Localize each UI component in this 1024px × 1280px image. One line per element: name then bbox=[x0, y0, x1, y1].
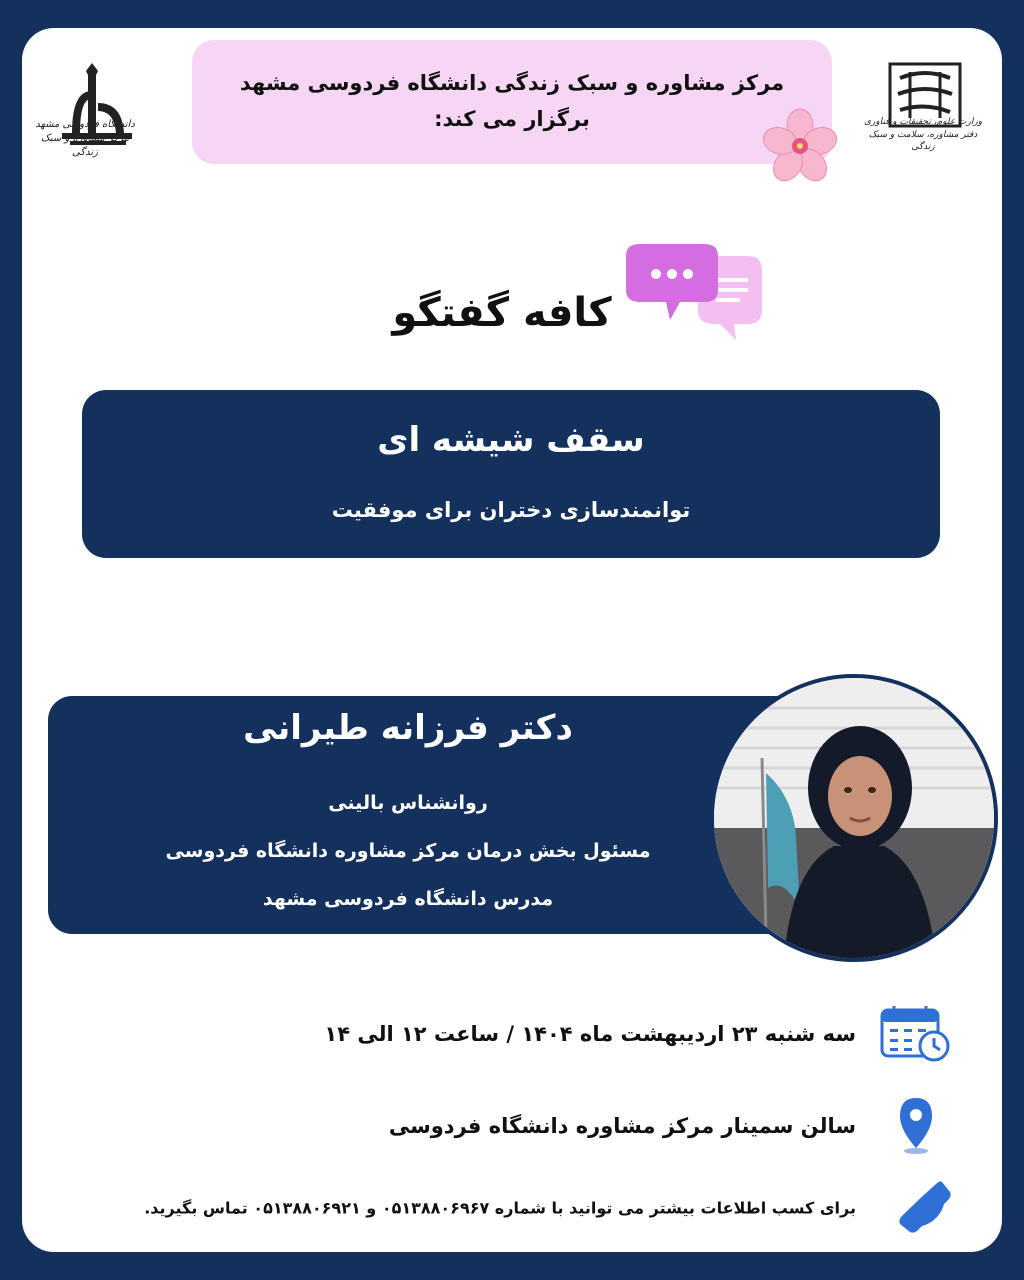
right-logo-caption-line2: دفتر مشاوره، سلامت و سبک زندگی bbox=[868, 129, 978, 153]
chat-bubbles-icon bbox=[620, 238, 770, 348]
left-logo-caption-line2: مرکز مشاوره و سبک زندگی bbox=[40, 133, 130, 158]
poster-card bbox=[22, 28, 1002, 1252]
date-row bbox=[102, 1004, 1002, 1064]
topic-box bbox=[82, 390, 940, 558]
event-date: سه شنبه ۲۳ اردیبهشت ماه ۱۴۰۴ / ساعت ۱۲ الی ۱۴ bbox=[324, 1022, 856, 1046]
event-title: کافه گفتگو bbox=[392, 290, 612, 336]
topic-subtitle: توانمندسازی دختران برای موفقیت bbox=[331, 498, 691, 522]
right-logo-caption bbox=[858, 116, 988, 154]
organizer-line1: مرکز مشاوره و سبک زندگی دانشگاه فردوسی مشهد bbox=[239, 71, 785, 96]
event-location: سالن سمینار مرکز مشاوره دانشگاه فردوسی bbox=[388, 1114, 856, 1138]
speaker-photo bbox=[710, 674, 998, 962]
left-logo-caption bbox=[30, 118, 140, 160]
organizer-banner bbox=[192, 40, 832, 164]
phone-icon bbox=[878, 1178, 954, 1238]
calendar-clock-icon bbox=[878, 1004, 954, 1064]
right-logo-caption-line1: وزارت علوم، تحقیقات و فناوری bbox=[863, 117, 983, 127]
speaker-role-1: روانشناس بالینی bbox=[328, 792, 488, 814]
contact-row bbox=[102, 1178, 1002, 1238]
location-pin-icon bbox=[878, 1096, 954, 1156]
organizer-line2: برگزار می کند: bbox=[434, 107, 590, 131]
left-logo-caption-line1: دانشگاه فردوسی مشهد bbox=[35, 119, 135, 130]
speaker-role-3: مدرس دانشگاه فردوسی مشهد bbox=[262, 888, 554, 910]
speaker-name: دکتر فرزانه طیرانی bbox=[243, 708, 573, 748]
speaker-photo-illustration bbox=[714, 678, 994, 958]
speaker-role-2: مسئول بخش درمان مرکز مشاوره دانشگاه فردوسی bbox=[165, 840, 651, 862]
topic-title: سقف شیشه ای bbox=[377, 420, 645, 460]
blossom-icon bbox=[762, 108, 838, 184]
contact-info: برای کسب اطلاعات بیشتر می توانید با شماره ۰۵۱۳۸۸۰۶۹۶۷ و ۰۵۱۳۸۸۰۶۹۲۱ تماس بگیرید. bbox=[144, 1198, 856, 1218]
location-row bbox=[102, 1096, 1002, 1156]
